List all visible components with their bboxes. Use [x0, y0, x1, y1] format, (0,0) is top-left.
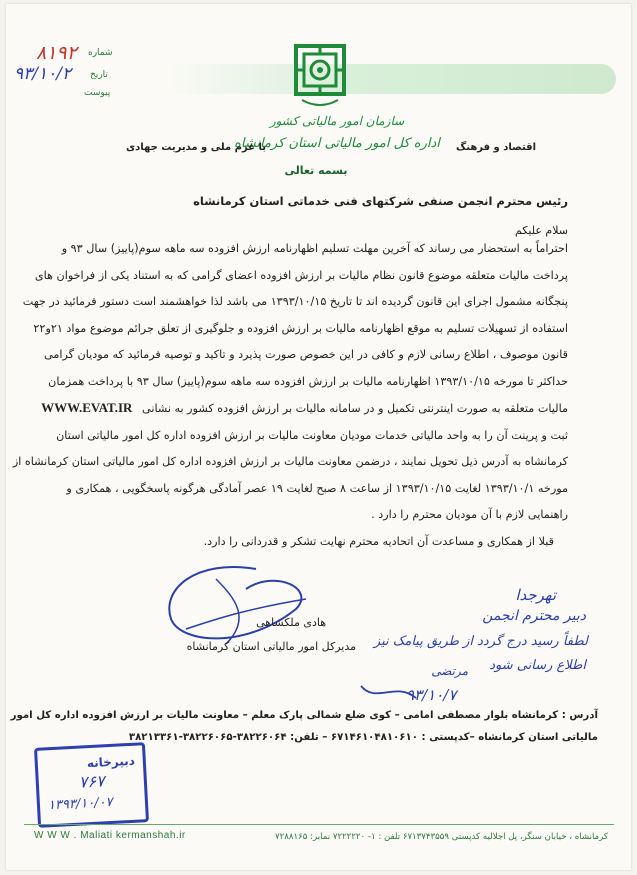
stamp-date: ۱۳۹۳/۱۰/۰۷	[47, 794, 113, 814]
motto-right: اقتصاد و فرهنگ	[456, 142, 536, 153]
body-line: پرداخت مالیات متعلقه موضوع قانون نظام مالیات بر ارزش افزوده اعضای گرامی که به استناد یکی از فراخوان های	[34, 268, 568, 282]
body-line-text: مالیات متعلقه به صورت اینترنتی تکمیل و در سامانه مالیات بر ارزش افزوده کشور به نشانی	[142, 402, 568, 415]
org-name-line2: اداره کل امور مالیاتی استان کرمانشاه	[234, 136, 440, 151]
letter-attachment-label: پیوست	[84, 88, 111, 98]
body-line	[41, 395, 568, 423]
note-underline-icon	[356, 676, 496, 706]
body-line: حداکثر تا مورخه ۱۳۹۳/۱۰/۱۵ اظهارنامه مالیات بر ارزش افزوده سه ماهه سوم(پاییز) سال ۹۳ با پرداخت همزمان	[48, 374, 568, 388]
letter-greeting: سلام علیکم	[514, 224, 568, 237]
org-name-line1: سازمان امور مالیاتی کشور	[269, 114, 405, 128]
letter-date-value: ۹۳/۱۰/۲	[14, 64, 72, 84]
footer-website[interactable]: W W W . Maliati kermanshah.ir	[34, 830, 186, 841]
stamp-label: دبیرخانه	[86, 753, 136, 771]
signatory-name: هادی ملکشاهی	[256, 616, 326, 629]
body-line: مورخه ۱۳۹۳/۱۰/۱ لغایت ۱۳۹۳/۱۰/۱۵ از ساعت ۸ صبح لغایت ۱۹ عصر آمادگی هرگونه پاسخگویی ، همکاری و	[66, 481, 568, 495]
address-line2: مالیاتی استان کرمانشاه –کدپستی : ۶۷۱۴۶۱۰۴۸۱۰۶۱۰ – تلفن: ۳۸۲۲۶۰۶۴-۳۸۲۲۶۰۶۵-۳۸۲۱۳۳۶۱	[128, 732, 598, 743]
body-line: راهنمایی لازم با آن مودیان محترم را دارد .	[371, 508, 568, 521]
letter-recipient: رئیس محترم انجمن صنفی شرکتهای فنی خدماتی استان کرمانشاه	[193, 194, 568, 208]
body-line: احتراماً به استحضار می رساند که آخرین مهلت تسلیم اظهارنامه ارزش افزوده سه ماهه سوم(پاییز) سال ۹۳ و	[61, 242, 568, 255]
body-line: پنجگانه مشمول اجرای این قانون گردیده اند تا تاریخ ۱۳۹۳/۱۰/۱۵ می باشد لذا خواهشمند است دستور فرمائید در جهت	[22, 295, 568, 308]
header-green-band	[166, 64, 616, 94]
registry-stamp	[34, 742, 149, 828]
handwritten-note-line2: لطفاً رسید درج گردد از طریق پیامک نیز	[373, 634, 588, 649]
handwritten-note-sign: مرتضی	[431, 664, 468, 678]
letter-number-label: شماره	[88, 48, 113, 58]
handwritten-note-date: ۹۳/۱۰/۷	[406, 686, 457, 704]
stamp-number: ۷۶۷	[78, 771, 106, 792]
handwritten-note-line1: دبیر محترم انجمن	[482, 608, 586, 624]
body-line: قانون موصوف ، اطلاع رسانی لازم و کافی در این خصوص صورت پذیرد و تاکید و توصیه فرمائید که مودیان گرامی	[44, 348, 568, 361]
body-line: قبلا از همکاری و مساعدت آن اتحادیه محترم نهایت تشکر و قدردانی را دارد.	[203, 534, 554, 548]
letter-page	[6, 4, 631, 870]
website-link[interactable]: WWW.EVAT.IR	[41, 400, 133, 415]
letter-body	[12, 236, 568, 555]
body-line: کرمانشاه به آدرس ذیل تحویل نمایند ، درضمن معاونت مالیات بر ارزش افزوده اداره کل امور مالیاتی استان کرمانشاه از	[12, 455, 568, 468]
bismillah: بسمه تعالی	[284, 164, 348, 177]
footer-rule	[24, 824, 614, 825]
footer-contact: کرمانشاه ، خیابان سنگر، پل اجلالیه کدپستی ۶۷۱۳۷۴۳۵۵۹ تلفن : ۱- ۷۲۲۲۲۲۰ نمابر: ۷۲۸۸۱۶۵	[275, 832, 608, 842]
body-line: ثبت و پرینت آن را به واحد مالیاتی خدمات مودیان معاونت مالیات بر ارزش افزوده اداره کل امور مالیاتی استان	[56, 428, 568, 442]
org-emblem-icon	[294, 44, 346, 112]
handwritten-note-line3: اطلاع رسانی شود	[489, 658, 586, 673]
letter-date-label: تاریخ	[90, 70, 108, 80]
signatory-title: مدیرکل امور مالیاتی استان کرمانشاه	[186, 640, 356, 653]
motto-left: با عزم ملی و مدیریت جهادی	[125, 142, 266, 153]
handwritten-note-top: تهرجدا	[515, 586, 556, 604]
body-line: استفاده از تسهیلات تسلیم به موقع اظهارنامه مالیات بر ارزش افزوده و جلوگیری از تعلق جرائم موضوع مواد ۲۱و۲۲	[33, 321, 568, 335]
letter-number-value: ۸۱۹۲	[36, 42, 77, 64]
address-line1: آدرس : کرمانشاه بلوار مصطفی امامی – کوی ضلع شمالی پارک معلم – معاونت مالیات بر ارزش افزوده اداره کل امور	[10, 710, 598, 721]
